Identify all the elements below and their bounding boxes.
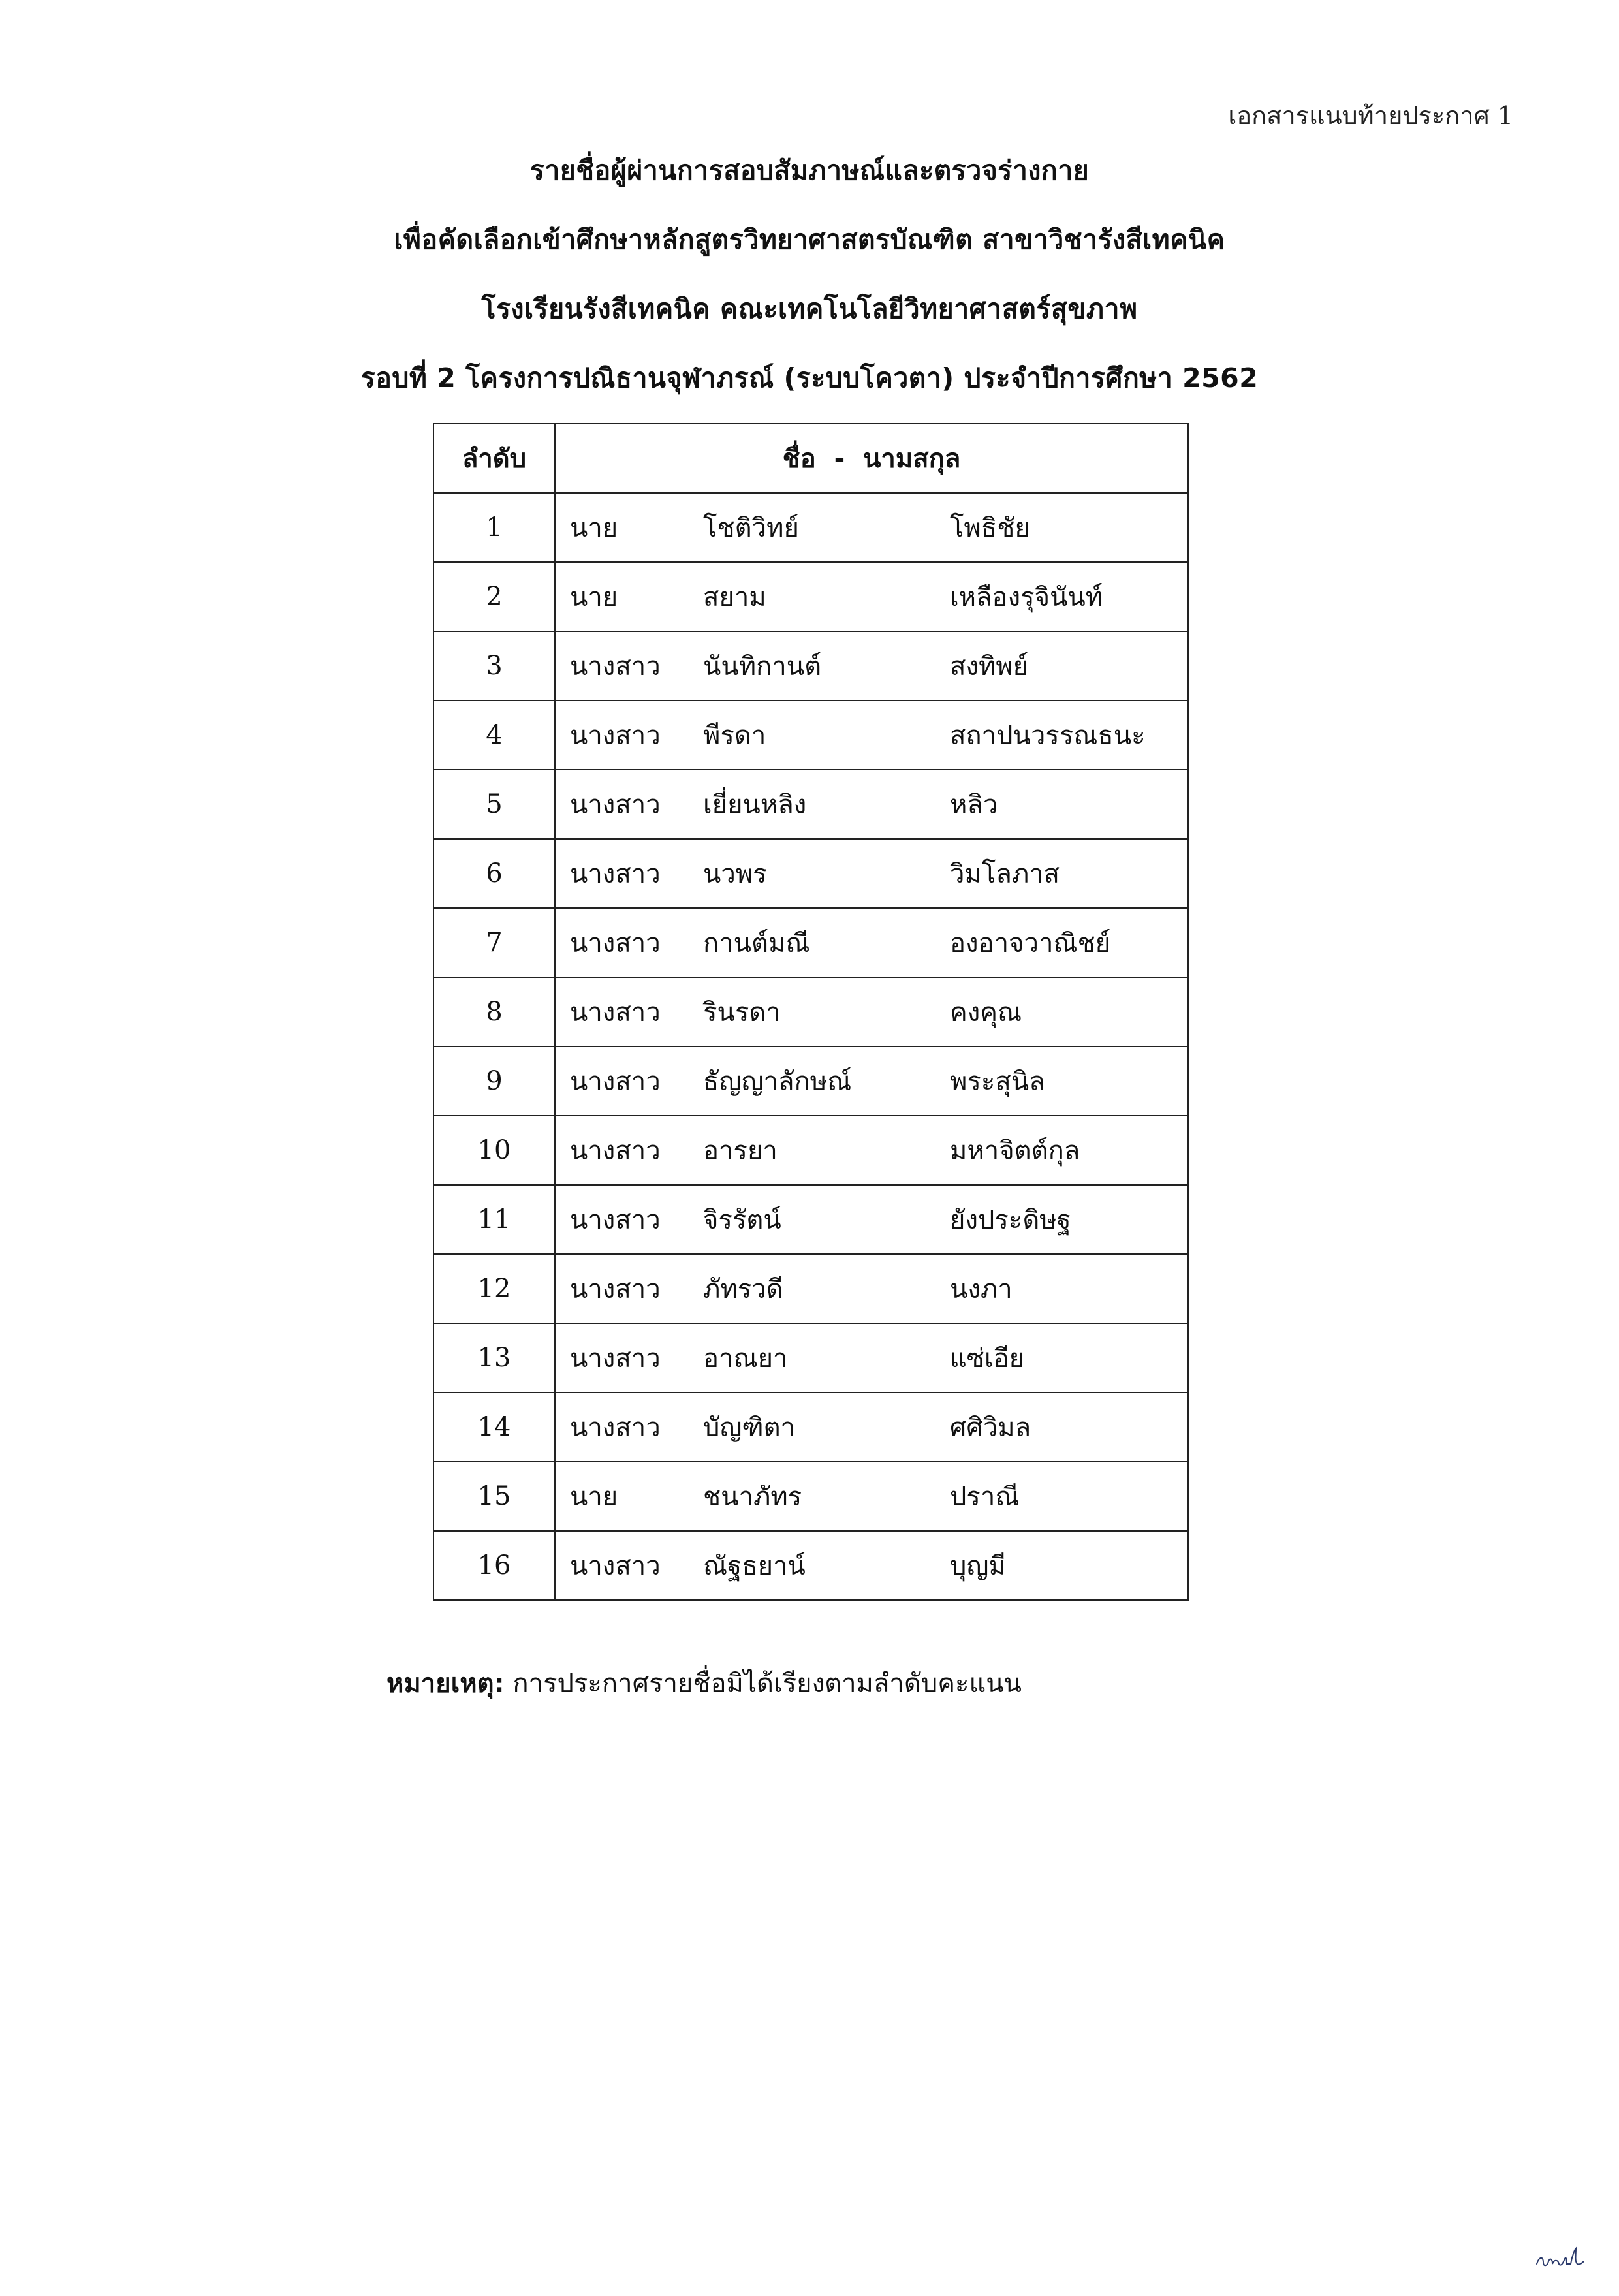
remark <box>386 1662 1022 1704</box>
remark-label: หมายเหตุ: <box>386 1669 505 1699</box>
name-prefix: นางสาว <box>570 1274 661 1304</box>
row-number: 3 <box>433 631 555 700</box>
table-row <box>433 1185 1188 1254</box>
full-name-cell <box>555 908 1188 977</box>
row-number: 13 <box>433 1323 555 1392</box>
first-name: จิรรัตน์ <box>703 1205 781 1235</box>
last-name: พระสุนิล <box>950 1067 1045 1097</box>
full-name-cell <box>555 631 1188 700</box>
table-row <box>433 1462 1188 1531</box>
row-number: 11 <box>433 1185 555 1254</box>
first-name: ณัฐธยาน์ <box>703 1551 806 1581</box>
first-name: อาณยา <box>703 1344 788 1374</box>
full-name-cell <box>555 700 1188 770</box>
table-row <box>433 1323 1188 1392</box>
table-row <box>433 1254 1188 1323</box>
last-name: วิมโลภาส <box>950 859 1060 889</box>
full-name-cell <box>555 839 1188 908</box>
first-name: อารยา <box>703 1136 778 1166</box>
full-name-cell <box>555 1531 1188 1600</box>
row-number: 5 <box>433 770 555 839</box>
name-prefix: นางสาว <box>570 790 661 820</box>
row-number: 8 <box>433 977 555 1046</box>
name-prefix: นางสาว <box>570 928 661 958</box>
first-name: ธัญญาลักษณ์ <box>703 1067 852 1097</box>
table-row <box>433 1531 1188 1600</box>
last-name: นงภา <box>950 1274 1013 1304</box>
header-name: ชื่อ - นามสกุล <box>555 424 1188 493</box>
row-number: 16 <box>433 1531 555 1600</box>
first-name: โชติวิทย์ <box>703 513 799 543</box>
row-number: 7 <box>433 908 555 977</box>
name-prefix: นางสาว <box>570 1413 661 1443</box>
full-name-cell <box>555 562 1188 631</box>
last-name: สงทิพย์ <box>950 652 1029 682</box>
full-name-cell <box>555 1323 1188 1392</box>
first-name: พีรดา <box>703 721 766 751</box>
name-prefix: นางสาว <box>570 1205 661 1235</box>
full-name-cell <box>555 493 1188 562</box>
name-prefix: นางสาว <box>570 1551 661 1581</box>
row-number: 4 <box>433 700 555 770</box>
table-row <box>433 562 1188 631</box>
last-name: มหาจิตต์กุล <box>950 1136 1080 1166</box>
last-name: แซ่เอีย <box>950 1344 1025 1374</box>
table-row <box>433 700 1188 770</box>
handwritten-initials-signature <box>1534 2244 1586 2271</box>
name-prefix: นางสาว <box>570 1344 661 1374</box>
last-name: ยังประดิษฐ <box>950 1205 1071 1235</box>
table-row <box>433 770 1188 839</box>
attachment-note: เอกสารแนบท้ายประกาศ 1 <box>1228 101 1513 130</box>
full-name-cell <box>555 1116 1188 1185</box>
first-name: ภัทรวดี <box>703 1274 783 1304</box>
table-row <box>433 977 1188 1046</box>
title-line: เพื่อคัดเลือกเข้าศึกษาหลักสูตรวิทยาศาสตรบัณฑิต สาขาวิชารังสีเทคนิค <box>394 224 1225 255</box>
last-name: ปราณี <box>950 1482 1020 1512</box>
row-number: 10 <box>433 1116 555 1185</box>
row-number: 15 <box>433 1462 555 1531</box>
full-name-cell <box>555 1185 1188 1254</box>
full-name-cell <box>555 1046 1188 1116</box>
first-name: นันทิกานต์ <box>703 652 822 682</box>
last-name: องอาจวาณิชย์ <box>950 928 1111 958</box>
full-name-cell <box>555 1254 1188 1323</box>
row-number: 1 <box>433 493 555 562</box>
last-name: สถาปนวรรณธนะ <box>950 721 1146 751</box>
title-line: รายชื่อผู้ผ่านการสอบสัมภาษณ์และตรวจร่างกาย <box>529 155 1090 186</box>
table-row <box>433 908 1188 977</box>
full-name-cell <box>555 1392 1188 1462</box>
name-prefix: นางสาว <box>570 1067 661 1097</box>
first-name: เยี่ยนหลิง <box>703 790 807 820</box>
name-prefix: นางสาว <box>570 721 661 751</box>
row-number: 14 <box>433 1392 555 1462</box>
name-prefix: นางสาว <box>570 859 661 889</box>
full-name-cell <box>555 770 1188 839</box>
row-number: 9 <box>433 1046 555 1116</box>
name-prefix: นาย <box>570 582 618 612</box>
table-row <box>433 631 1188 700</box>
table-row <box>433 1392 1188 1462</box>
first-name: รินรดา <box>703 998 781 1028</box>
name-prefix: นางสาว <box>570 652 661 682</box>
full-name-cell <box>555 1462 1188 1531</box>
last-name: หลิว <box>950 790 998 820</box>
table-body <box>433 493 1188 1600</box>
table-row <box>433 493 1188 562</box>
first-name: ชนาภัทร <box>703 1482 802 1512</box>
first-name: บัญฑิตา <box>703 1413 796 1443</box>
name-prefix: นางสาว <box>570 1136 661 1166</box>
last-name: บุญมี <box>950 1551 1006 1581</box>
name-prefix: นาย <box>570 513 618 543</box>
last-name: คงคุณ <box>950 998 1022 1028</box>
last-name: โพธิชัย <box>950 513 1030 543</box>
row-number: 12 <box>433 1254 555 1323</box>
last-name: ศศิวิมล <box>950 1413 1031 1443</box>
title-line: โรงเรียนรังสีเทคนิค คณะเทคโนโลยีวิทยาศาสตร์สุขภาพ <box>481 293 1138 324</box>
row-number: 6 <box>433 839 555 908</box>
candidate-table <box>433 423 1189 1601</box>
name-prefix: นาย <box>570 1482 618 1512</box>
document-title <box>0 136 1619 413</box>
full-name-cell <box>555 977 1188 1046</box>
table-row <box>433 839 1188 908</box>
table-row <box>433 1116 1188 1185</box>
name-prefix: นางสาว <box>570 998 661 1028</box>
last-name: เหลืองรุจินันท์ <box>950 582 1103 612</box>
first-name: นวพร <box>703 859 767 889</box>
table-row <box>433 1046 1188 1116</box>
title-line: รอบที่ 2 โครงการปณิธานจุฬาภรณ์ (ระบบโควตา) ประจำปีการศึกษา 2562 <box>360 362 1259 394</box>
remark-text: การประกาศรายชื่อมิได้เรียงตามลำดับคะแนน <box>504 1669 1022 1699</box>
first-name: กานต์มณี <box>703 928 810 958</box>
row-number: 2 <box>433 562 555 631</box>
table-header-row <box>433 424 1188 493</box>
first-name: สยาม <box>703 582 766 612</box>
header-no: ลำดับ <box>433 424 555 493</box>
